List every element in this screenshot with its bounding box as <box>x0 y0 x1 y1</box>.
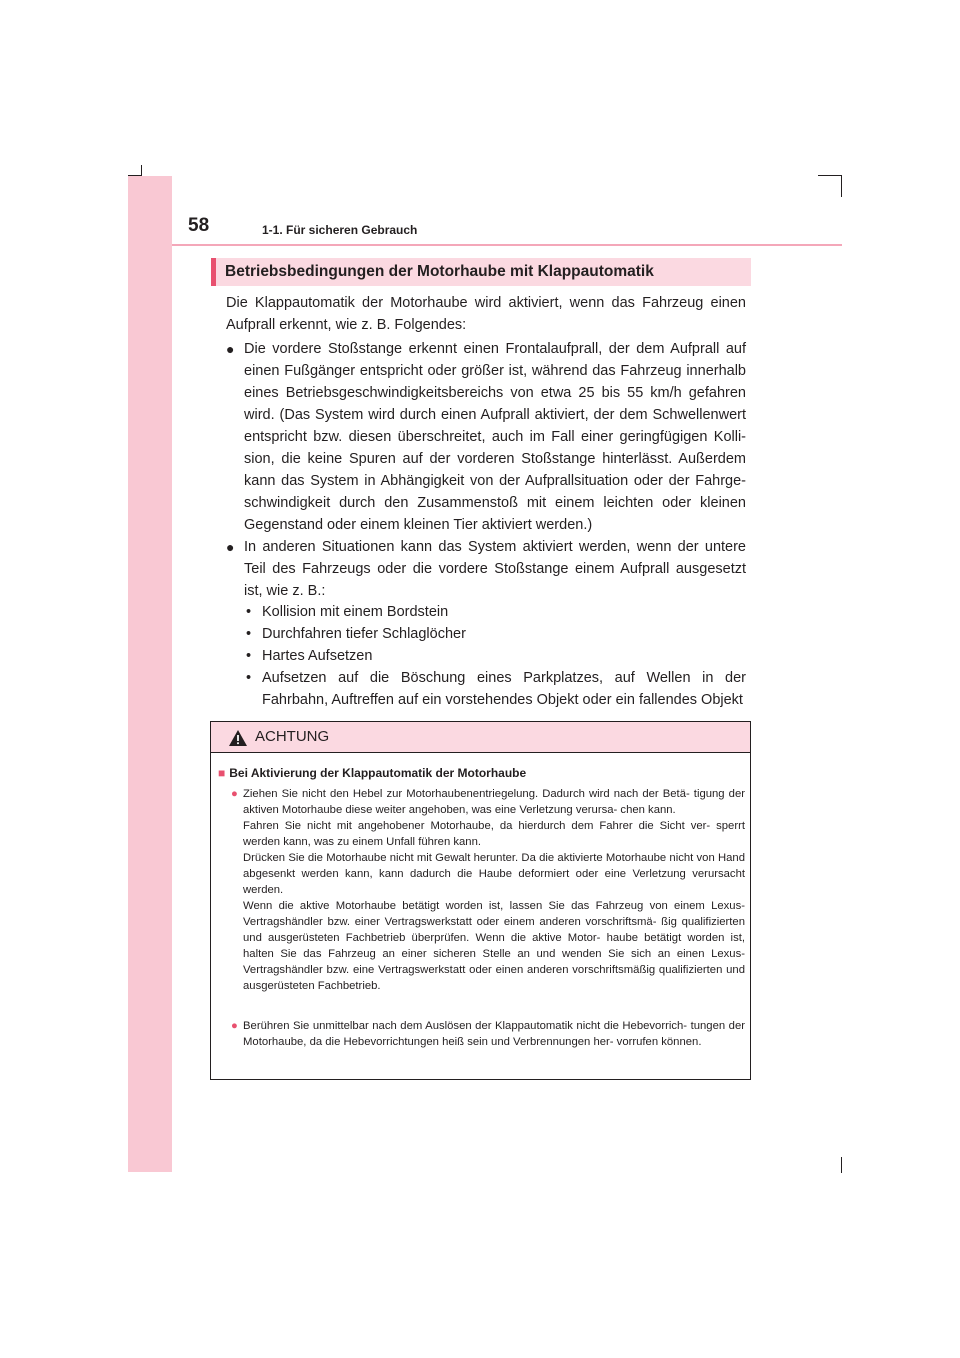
header-rule <box>172 244 842 246</box>
crop-mark-top-left-vertical <box>141 165 142 176</box>
bullet-marker: ● <box>226 341 235 357</box>
warning-title: ACHTUNG <box>255 728 330 745</box>
warning-paragraph: Ziehen Sie nicht den Hebel zur Motorhaubenentriegelung. Dadurch wird nach der Betä- tigung der aktiven Motorhaube diese weiter angehoben, was eine Verletzung verursa- chen kann. <box>243 788 745 816</box>
warning-box <box>210 721 751 1080</box>
warning-item <box>231 1018 745 1050</box>
sub-list-item <box>244 645 746 667</box>
bullet-marker: ● <box>226 539 235 555</box>
sub-text: Aufsetzen auf die Böschung eines Parkplatzes, auf Wellen in der Fahrbahn, Auftreffen auf ein vorstehendes Objekt oder ein fallendes Objekt <box>262 670 746 708</box>
sub-list-item <box>244 667 746 711</box>
bullet-item <box>226 338 746 536</box>
sub-marker: • <box>246 648 252 664</box>
warning-subheading-text: Bei Aktivierung der Klappautomatik der Motorhaube <box>229 766 527 780</box>
bullet-text: Die vordere Stoßstange erkennt einen Frontalaufprall, der dem Aufprall auf einen Fußgänger entspricht oder größer ist, während das Fahrzeug innerhalb eines Betriebsgeschwindigkeitsbereichs von etwa 25 bis 55 km/h gefahren wird. (Das System wird durch einen Aufprall aktiviert, der dem Schwellenwert entspricht bzw. diesen überschreitet, auch im Fall einer geringfügigen Kolli- sion, die keine Spuren auf der vorderen Stoßstange hinterlässt. Außerdem kann das System in Abhängigkeit von der Aufprallsituation oder der Fahrge- schwindigkeit durch den Zusammenstoß mit einem leichten oder kleinen Gegenstand oder einem kleinen Tier aktiviert werden.) <box>244 341 746 533</box>
bullet-item <box>226 536 746 602</box>
sub-text: Hartes Aufsetzen <box>262 648 373 664</box>
page-number: 58 <box>188 215 210 236</box>
warning-subheading <box>218 766 526 780</box>
crop-mark-top-right <box>818 175 842 176</box>
warning-paragraph: Wenn die aktive Motorhaube betätigt worden ist, lassen Sie das Fahrzeug von einem Lexus-Vertragshändler bzw. einer Vertragswerkstatt oder einem anderen vorschriftsmä- ßig qualifizierten und ausgerüsteten Fachbetrieb überprüfen. Wenn die aktive Motor- haube betätigt worden ist, halten Sie das Fahrzeug an einer sicheren Stelle an und wenden Sie sich an einen Lexus-Vertragshändler bzw. eine Vertragswerkstatt oder einen anderen vorschriftsmäßig qualifizierten und ausgerüsteten Fachbetrieb. <box>243 900 745 992</box>
sub-text: Kollision mit einem Bordstein <box>262 604 449 620</box>
sub-list-item <box>244 623 746 645</box>
sub-marker: • <box>246 626 252 642</box>
sub-list-item <box>244 601 746 623</box>
sub-text: Durchfahren tiefer Schlaglöcher <box>262 626 466 642</box>
warning-item-marker: ● <box>231 1020 238 1032</box>
bullet-text: In anderen Situationen kann das System aktiviert werden, wenn der untere Teil des Fahrzeugs oder die vordere Stoßstange einem Aufprall ausgesetzt ist, wie z. B.: <box>244 539 746 599</box>
crop-mark-bottom-right <box>841 1157 842 1173</box>
section-heading: Betriebsbedingungen der Motorhaube mit Klappautomatik <box>211 258 751 286</box>
warning-paragraph: Berühren Sie unmittelbar nach dem Auslösen der Klappautomatik nicht die Hebevorrich- tungen der Motorhaube, da die Hebevorrichtungen heiß sein und Verbrennungen her- vorrufen können. <box>243 1020 745 1048</box>
warning-paragraph: Drücken Sie die Motorhaube nicht mit Gewalt herunter. Da die aktivierte Motorhaube nicht von Hand abgesenkt werden kann, kann dadurch die Haube deformiert oder eine Verletzung verursacht werden. <box>243 852 745 896</box>
side-tab-strip <box>128 176 172 1172</box>
warning-item-marker: ● <box>231 788 238 800</box>
warning-triangle-icon <box>228 729 248 747</box>
crop-mark-top-right-vertical <box>841 175 842 197</box>
warning-paragraph: Fahren Sie nicht mit angehobener Motorhaube, da hierdurch dem Fahrer die Sicht ver- sperrt werden kann, was zu einem Unfall führen kann. <box>243 820 745 848</box>
crop-mark-top-left <box>128 175 142 176</box>
square-marker: ■ <box>218 766 226 780</box>
intro-paragraph: Die Klappautomatik der Motorhaube wird aktiviert, wenn das Fahrzeug einen Aufprall erkennt, wie z. B. Folgendes: <box>226 295 746 333</box>
warning-header <box>211 722 750 753</box>
running-head: 1-1. Für sicheren Gebrauch <box>262 223 418 237</box>
sub-marker: • <box>246 604 252 620</box>
warning-item <box>231 786 745 994</box>
sub-marker: • <box>246 670 252 686</box>
